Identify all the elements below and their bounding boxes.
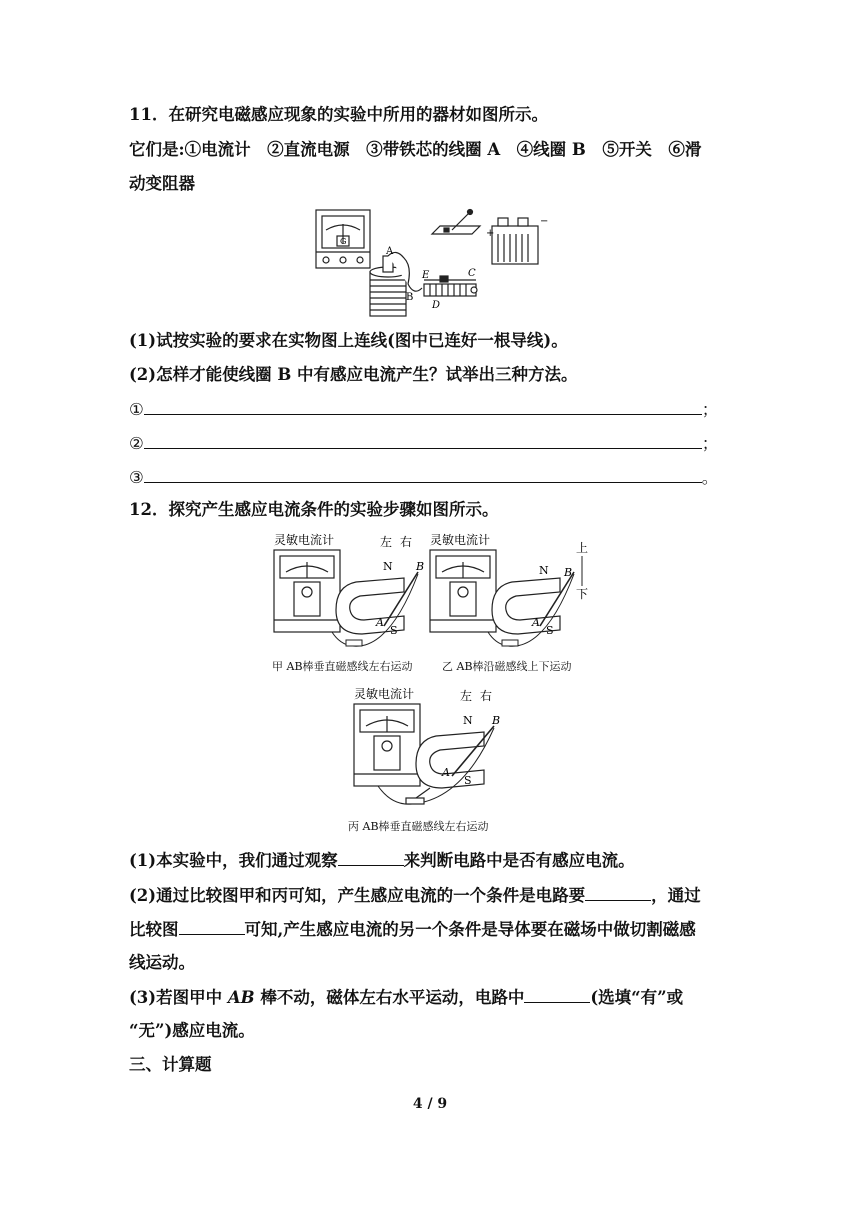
q12-title: 12．探究产生感应电流条件的实验步骤如图所示。 [129,500,499,519]
answer-end: 。 [701,468,719,487]
answer-end: ； [701,434,719,453]
yi-rod-a: A [532,616,540,629]
yi-pole-s: S [546,624,554,637]
q12-blank-4[interactable] [524,986,590,1003]
q11-connected-wire [408,284,422,291]
bing-pole-n: N [463,714,473,727]
page-number: 4 / 9 [412,1096,448,1112]
q11-apparatus-figure [312,204,548,322]
q12-sub3 [129,986,733,1009]
bing-pole-s: S [464,774,472,787]
q11-coil [370,252,409,316]
q11-label-e: E [422,270,430,281]
yi-galvanometer [430,550,496,632]
section-heading: 三、计算题 [129,1055,212,1074]
caption-bing: 丙 AB棒垂直磁感线左右运动 [348,820,489,833]
q12-blank-3[interactable] [179,918,245,935]
answer-marker: ② [129,434,144,453]
q11-label-a: A [386,246,394,257]
q12-figure-yi [428,530,598,655]
jia-rod-a: A [376,616,384,629]
yi-dir-up: 上 [576,541,589,555]
bing-dir-left: 左 [460,689,473,703]
answer-marker: ① [129,400,144,419]
jia-dir-left: 左 [380,535,393,549]
q11-battery [492,218,538,264]
q12-figure-bing [352,684,512,814]
bing-galvanometer [354,704,420,786]
q12-sub3-mid: 棒不动，磁体左右水平运动，电路中 [254,988,525,1007]
q12-sub2b-pre: 比较图 [129,920,179,939]
q11-title: 11．在研究电磁感应现象的实验中所用的器材如图所示。 [129,105,548,124]
bing-meter-label: 灵敏电流计 [354,687,415,701]
q12-sub1-pre: (1)本实验中，我们通过观察 [129,851,338,870]
q12-figure-jia [272,530,432,655]
q11-label-b: B [406,292,414,303]
q12-sub2-pre: (2)通过比较图甲和丙可知，产生感应电流的一个条件是电路要 [129,886,586,905]
q12-sub3-pre: (3)若图甲中 [129,988,228,1007]
q12-sub2c: 线运动。 [129,953,195,972]
q11-answer-3 [129,466,733,489]
jia-pole-n: N [383,560,393,573]
q11-label-g: G [340,237,347,246]
yi-switch [502,640,518,646]
q11-items-line1: 它们是:①电流计 ②直流电源 ③带铁芯的线圈 A ④线圈 B ⑤开关 ⑥滑 [129,140,702,159]
yi-dir-down: 下 [576,587,589,601]
q12-sub2b-post: 可知,产生感应电流的另一个条件是导体要在磁场中做切割磁感 [244,920,696,939]
jia-pole-s: S [390,624,398,637]
bing-rod-a: A [442,766,450,779]
yi-meter-label: 灵敏电流计 [430,533,491,547]
q12-sub1 [129,849,733,872]
q12-sub3b: “无”)感应电流。 [129,1021,255,1040]
q12-sub2-post: ，通过 [651,886,701,905]
q12-sub1-post: 来判断电路中是否有感应电流。 [403,851,635,870]
q11-label-plus: + [486,228,495,239]
q12-sub2b [129,918,733,941]
jia-switch [346,640,362,646]
answer-blank-1[interactable] [144,398,702,415]
q11-sub1: (1)试按实验的要求在实物图上连线(图中已连好一根导线)。 [129,331,568,350]
bing-magnet [416,732,484,788]
jia-galvanometer [274,550,340,632]
q12-sub3-ab: AB [227,988,255,1007]
q11-switch [432,210,480,235]
caption-jia: 甲 AB棒垂直磁感线左右运动 [272,660,413,673]
jia-dir-right: 右 [400,535,413,549]
yi-pole-n: N [539,564,549,577]
q12-blank-1[interactable] [338,849,404,866]
q11-sub2: (2)怎样才能使线圈 B 中有感应电流产生？试举出三种方法。 [129,365,578,384]
bing-dir-right: 右 [480,689,493,703]
answer-blank-2[interactable] [144,432,702,449]
bing-rod-b: B [492,714,501,727]
q11-rheostat [424,276,477,296]
yi-rod-b: B [564,566,573,579]
jia-rod-b: B [416,560,425,573]
jia-meter-label: 灵敏电流计 [274,533,335,547]
q11-label-c: C [468,268,476,279]
q11-answer-1 [129,398,733,421]
q11-label-minus: − [540,216,548,227]
answer-marker: ③ [129,468,144,487]
q11-answer-2 [129,432,733,455]
q12-sub3-post: (选填“有”或 [590,988,684,1007]
caption-yi: 乙 AB棒沿磁感线上下运动 [442,660,572,673]
answer-end: ； [701,400,719,419]
q11-items-line2: 动变阻器 [129,174,195,193]
q12-blank-2[interactable] [585,884,651,901]
q12-sub2 [129,884,733,907]
answer-blank-3[interactable] [144,466,702,483]
q11-label-d: D [432,300,441,311]
